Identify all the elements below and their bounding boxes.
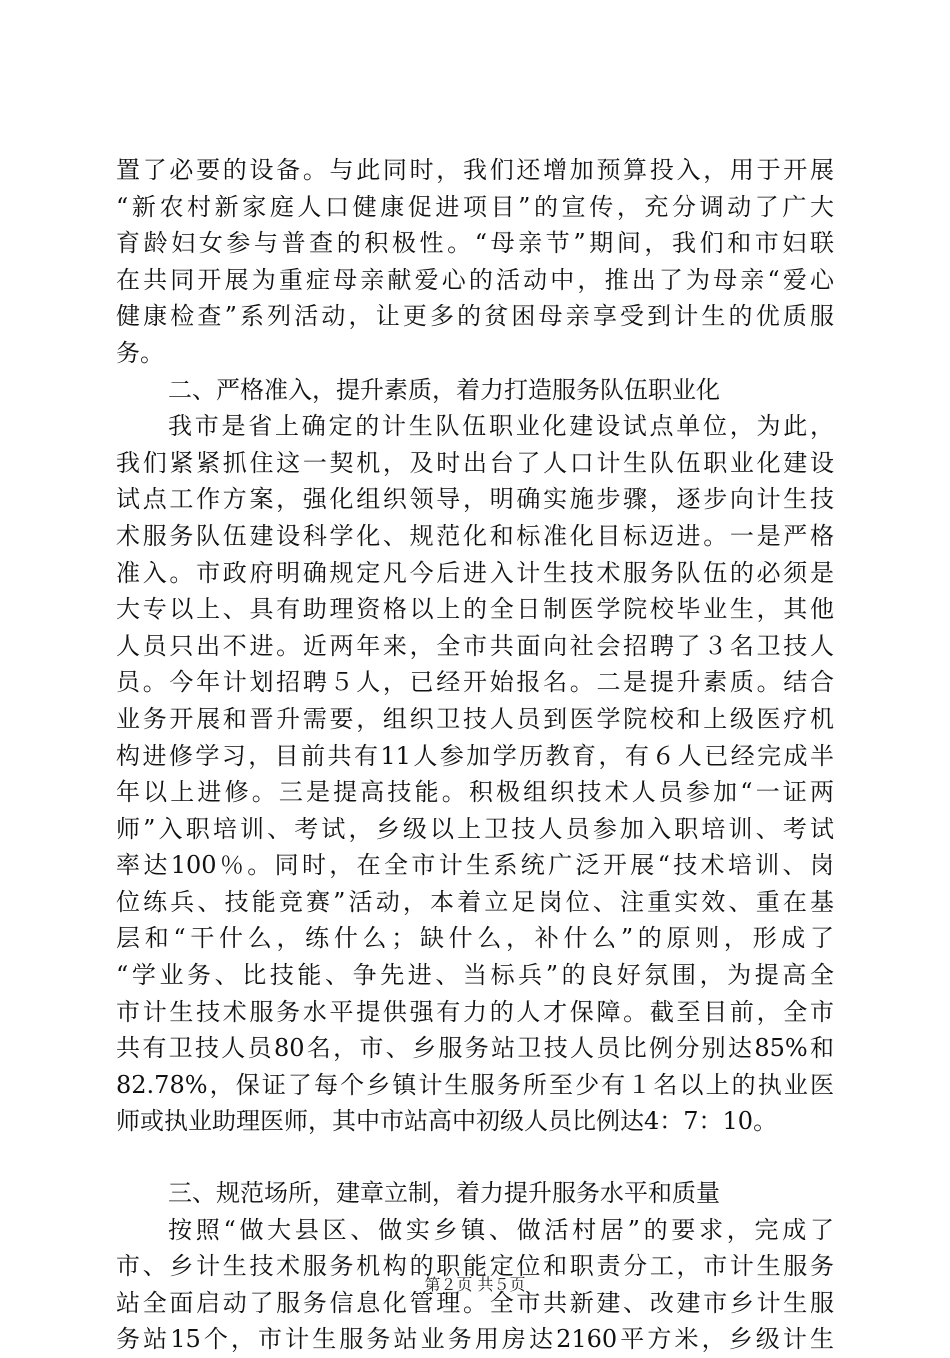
document-body [116, 152, 834, 1358]
text-line: 师或执业助理医师，其中市站高中初级人员比例达4：7：10。 [116, 1107, 778, 1136]
text-line: 构进修学习，目前共有11人参加学历教育，有６人已经完成半 [116, 741, 834, 770]
paragraph-gap [116, 1140, 834, 1175]
text-line: 站全面启动了服务信息化管理。全市共新建、改建市乡计生服 [116, 1288, 834, 1317]
text-line: 置了必要的设备。与此同时，我们还增加预算投入，用于开展 [116, 156, 834, 184]
text-line: 试点工作方案，强化组织领导，明确实施步骤，逐步向计生技 [116, 485, 834, 514]
text-line: 师”入职培训、考试，乡级以上卫技人员参加入职培训、考试 [116, 814, 834, 843]
text-line: 我市是省上确定的计生队伍职业化建设试点单位，为此， [168, 412, 834, 441]
section-heading: 二、严格准入，提升素质，着力打造服务队伍职业化 [168, 375, 720, 404]
text-line: 健康检查”系列活动，让更多的贫困母亲享受到计生的优质服 [116, 302, 834, 331]
text-line: 大专以上、具有助理资格以上的全日制医学院校毕业生，其他 [116, 595, 834, 624]
text-line: 82.78%，保证了每个乡镇计生服务所至少有１名以上的执业医 [116, 1070, 834, 1099]
text-line: 市计生技术服务水平提供强有力的人才保障。截至目前，全市 [116, 997, 834, 1026]
text-line: “学业务、比技能、争先进、当标兵”的良好氛围，为提高全 [116, 961, 834, 990]
text-line: 准入。市政府明确规定凡今后进入计生技术服务队伍的必须是 [116, 558, 834, 587]
text-line: 我们紧紧抓住这一契机，及时出台了人口计生队伍职业化建设 [116, 448, 834, 477]
text-line: 务站15个，市计生服务站业务用房达2160平方米，乡级计生 [116, 1325, 834, 1354]
page-footer [0, 1272, 950, 1295]
text-line: “新农村新家庭人口健康促进项目”的宣传，充分调动了广大 [116, 192, 834, 221]
text-line: 率达100％。同时，在全市计生系统广泛开展“技术培训、岗 [116, 851, 834, 880]
text-line: 年以上进修。三是提高技能。积极组织技术人员参加“一证两 [116, 778, 834, 807]
text-line: 共有卫技人员80名，市、乡服务站卫技人员比例分别达85%和 [116, 1034, 834, 1063]
text-line: 层和“干什么，练什么；缺什么，补什么”的原则，形成了 [116, 924, 834, 953]
text-line: 员。今年计划招聘５人，已经开始报名。二是提升素质。结合 [116, 668, 834, 697]
text-line: 育龄妇女参与普查的积极性。“母亲节”期间，我们和市妇联 [116, 229, 834, 258]
text-line: 市、乡计生技术服务机构的职能定位和职责分工，市计生服务 [116, 1252, 834, 1281]
text-line: 位练兵、技能竞赛”活动，本着立足岗位、注重实效、重在基 [116, 887, 834, 916]
text-line: 务。 [116, 338, 164, 367]
text-line: 按照“做大县区、做实乡镇、做活村居”的要求，完成了 [168, 1215, 834, 1244]
text-line: 在共同开展为重症母亲献爱心的活动中，推出了为母亲“爱心 [116, 265, 834, 294]
page-number: 第２页 共５页 [424, 1275, 526, 1294]
text-line: 人员只出不进。近两年来，全市共面向社会招聘了３名卫技人 [116, 631, 834, 660]
text-line: 业务开展和晋升需要，组织卫技人员到医学院校和上级医疗机 [116, 704, 834, 733]
text-line: 术服务队伍建设科学化、规范化和标准化目标迈进。一是严格 [116, 521, 834, 550]
section-heading: 三、规范场所，建章立制，着力提升服务水平和质量 [168, 1179, 720, 1208]
